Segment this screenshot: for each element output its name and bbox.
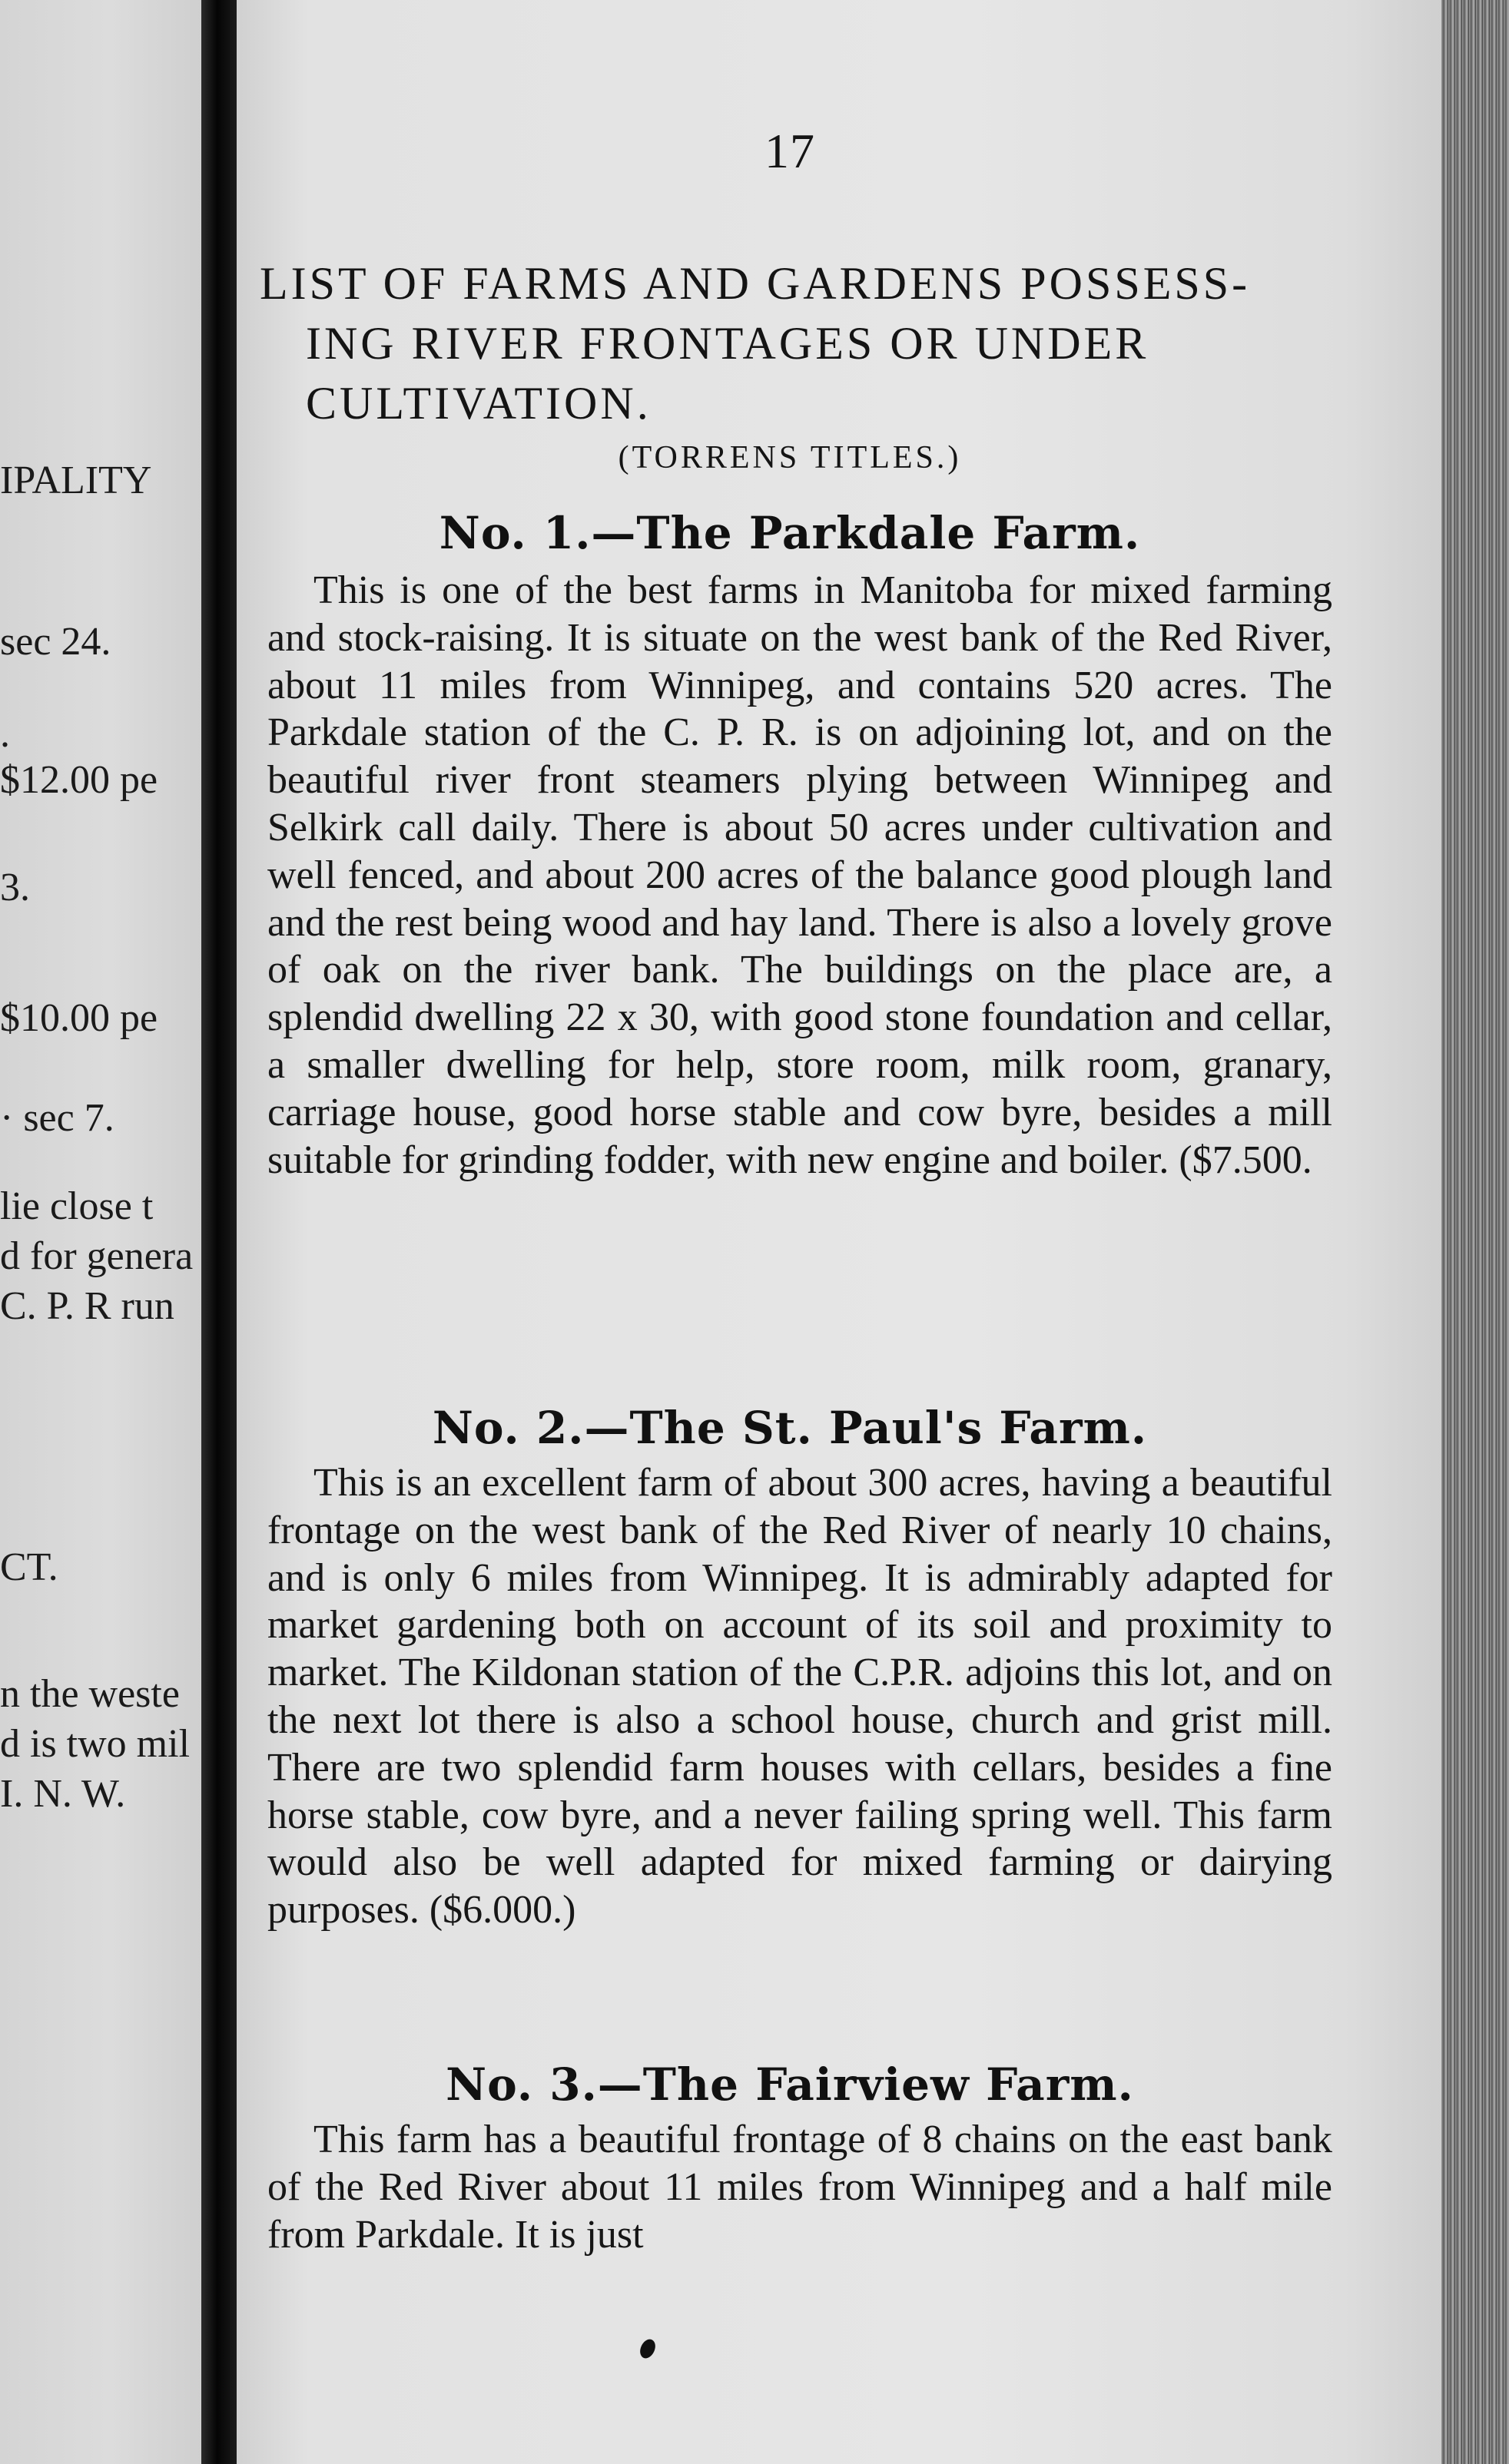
left-line: d for genera xyxy=(0,1234,194,1278)
farm-title: No. 2.—The St. Paul's Farm. xyxy=(432,1402,1148,1454)
farm-title: No. 3.—The Fairview Farm. xyxy=(446,2058,1134,2111)
page-heading xyxy=(260,253,1335,433)
left-line: CT. xyxy=(0,1545,58,1589)
page-edges xyxy=(1441,0,1509,2464)
farm-description: This is one of the best farms in Manitoba for mixed farming and stock-raising. It is situate on the west bank of the Red River, about 11 miles from Winnipeg, and contains 520 acres. The Parkdale station of the C. P. R. is on adjoining lot, and on the beautiful river front steamers plying between Winnipeg and Selkirk call daily. There is about 50 acres under cultivation and well fenced, and about 200 acres of the balance good plough land and the rest being wood and hay land. There is also a lovely grove of oak on the river bank. The buildings on the place are, a splendid dwelling 22 x 30, with good stone foundation and cellar, a smaller dwelling for help, store room, milk room, granary, carriage house, good horse stable and cow byre, besides a mill suitable for grinding fodder, with new engine and boiler. ($7.500. xyxy=(267,568,1332,1182)
left-line: $12.00 pe xyxy=(0,758,158,802)
previous-page-fragment xyxy=(0,0,201,2464)
farm-description: This farm has a beautiful frontage of 8 chains on the east bank of the Red River about 11 miles from Winnipeg and a half mile from Parkdale. It is just xyxy=(267,2118,1332,2257)
left-line: d is two mil xyxy=(0,1722,191,1766)
left-line: lie close t xyxy=(0,1184,154,1228)
ink-blot xyxy=(637,2336,658,2360)
left-line: IPALITY xyxy=(0,459,152,502)
page-number: 17 xyxy=(764,124,815,178)
left-line: sec 24. xyxy=(0,620,111,664)
page-subheading: (TORRENS TITLES.) xyxy=(618,440,962,475)
left-line: 3. xyxy=(0,866,30,909)
left-line: I. N. W. xyxy=(0,1772,126,1816)
heading-line: CULTIVATION. xyxy=(306,378,652,429)
book-page xyxy=(237,0,1441,2464)
left-line: C. P. R run xyxy=(0,1284,174,1328)
farm-description: This is an excellent farm of about 300 acres, having a beautiful frontage on the west bank of the Red River of nearly 10 chains, and is only 6 miles from Winnipeg. It is admirably adapted for market gardening both on account of its soil and proximity to market. The Kildonan station of the C.P.R. adjoins this lot, and on the next lot there is also a school house, church and grist mill. There are two splendid farm houses with cellars, besides a fine horse stable, cow byre, and a never failing spring well. This farm would also be well adapted for mixed farming or dairying purposes. ($6.000.) xyxy=(267,1461,1332,1932)
left-line: . xyxy=(0,712,10,756)
book-gutter xyxy=(201,0,237,2464)
left-line: $10.00 pe xyxy=(0,996,158,1040)
heading-line: LIST OF FARMS AND GARDENS POSSESS- xyxy=(260,258,1251,309)
left-line: · sec 7. xyxy=(0,1096,114,1140)
left-line: n the weste xyxy=(0,1672,180,1716)
heading-line: ING RIVER FRONTAGES OR UNDER xyxy=(306,318,1149,369)
farm-title: No. 1.—The Parkdale Farm. xyxy=(439,507,1141,559)
